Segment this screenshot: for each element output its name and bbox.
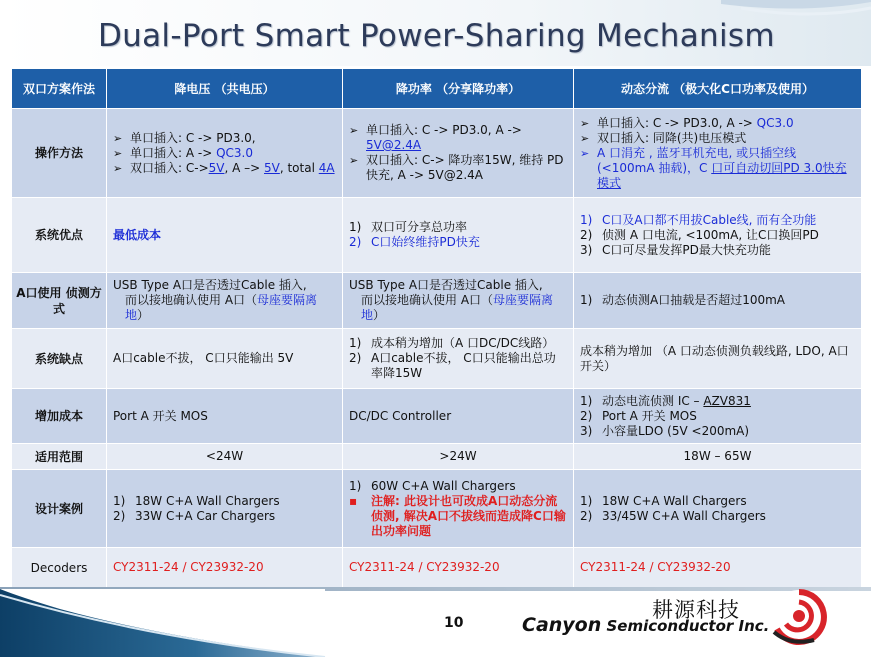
cases-voltage [107,470,343,548]
decoders-power: CY2311-24 / CY23932-20 [343,548,574,588]
row-label: 系统缺点 [12,329,107,389]
arrow-bullet-icon: ➢ [113,161,123,175]
arrow-bullet-icon: ➢ [580,146,590,160]
header-method: 双口方案作法 [12,69,107,109]
row-label: 操作方法 [12,109,107,198]
square-bullet-icon: ▪ [349,493,358,508]
advantage-voltage: 最低成本 [107,198,343,273]
header-row [12,69,862,109]
disadvantage-voltage: A口cable不拔， C口只能输出 5V [107,329,343,389]
row-label: 系统优点 [12,198,107,273]
cases-dynamic [574,470,862,548]
arrow-bullet-icon: ➢ [580,131,590,145]
range-power: >24W [343,444,574,470]
header-reduce-power: 降功率 （分享降功率） [343,69,574,109]
arrow-bullet-icon: ➢ [349,124,359,137]
row-advantages [12,198,862,273]
arrow-bullet-icon: ➢ [113,131,123,145]
cases-power [343,470,574,548]
brand-name-en: Canyon Semiconductor Inc. [522,614,770,636]
list-item: ➢ 单口插入: C -> PD3.0, A -> 5V@2.4A [349,123,522,152]
list-item: ➢ 单口插入: A -> QC3.0 [113,145,254,160]
list-item: ➢ 双口插入: 同降(共)电压模式 [580,130,747,145]
cost-voltage: Port A 开关 MOS [107,389,343,444]
disadvantage-dynamic: 成本稍为增加 （A 口动态侦测负载线路, LDO, A口开关） [574,329,862,389]
operation-voltage [107,109,343,198]
row-range [12,444,862,470]
list-item: ➢ A 口涓充 , 蓝牙耳机充电, 或只插空线 (<100mA 抽载)，C 口可自动切回PD 3.0快充模式 [580,145,847,190]
list-item: ➢ 单口插入: C -> PD3.0, A -> QC3.0 [580,115,794,130]
detection-dynamic [574,273,862,329]
list-item: 1) 18W C+A Wall Chargers [113,493,280,508]
cost-power: DC/DC Controller [343,389,574,444]
list-item: ➢ 双口插入: C->5V, A –> 5V, total 4A [113,160,335,175]
list-item: 1) 双口可分享总功率 [349,220,468,234]
range-dynamic: 18W – 65W [574,444,862,470]
list-item: 1) C口及A口都不用拔Cable线, 而有全功能 [580,212,817,227]
list-item: 1) 动态电流侦测 IC – AZV831 [580,393,751,408]
row-label: 设计案例 [12,470,107,548]
row-label: Decoders [12,548,107,588]
list-item: 2) Port A 开关 MOS [580,408,697,423]
list-item: 1) 18W C+A Wall Chargers [580,493,747,508]
list-item: 1) 成本稍为增加（A 口DC/DC线路） [349,336,555,350]
footer-wedge [0,589,330,657]
arrow-bullet-icon: ➢ [349,154,359,167]
decoders-dynamic: CY2311-24 / CY23932-20 [574,548,862,588]
comparison-table [11,68,862,588]
row-label: 增加成本 [12,389,107,444]
arrow-bullet-icon: ➢ [580,116,590,130]
list-item: 1) 动态侦测A口抽载是否超过100mA [580,293,786,307]
list-item: ➢ 单口插入: C -> PD3.0, [113,130,256,145]
list-item: 3) C口可尽量发挥PD最大快充功能 [580,242,771,257]
range-voltage: <24W [107,444,343,470]
note-item: ▪ 注解: 此设计也可改成A口动态分流侦测, 解决A口不拔线而造成降C口输出功率问题 [349,493,566,538]
row-label: A口使用 侦测方式 [12,273,107,329]
detection-power: USB Type A口是否透过Cable 插入, 而以接地确认使用 A口（母座要隔离地） [343,273,574,329]
list-item: 2) 33W C+A Car Chargers [113,508,276,523]
header-reduce-voltage: 降电压 （共电压） [107,69,343,109]
row-detection [12,273,862,329]
row-cases [12,470,862,548]
advantage-power [343,198,574,273]
list-item: 1) 60W C+A Wall Chargers [349,478,516,493]
canyon-logo-icon [770,588,828,646]
header-dynamic-split: 动态分流 （极大化C口功率及使用） [574,69,862,109]
list-item: 2) 侦测 A 口电流, <100mA, 让C口换回PD [580,227,819,242]
list-item: 2) C口始终维持PD快充 [349,235,480,249]
row-disadvantages [12,329,862,389]
row-label: 适用范围 [12,444,107,470]
list-item: ➢ 双口插入: C-> 降功率15W, 维持 PD快充, A -> 5V@2.4A [349,153,564,182]
arrow-bullet-icon: ➢ [113,146,123,160]
decoders-voltage: CY2311-24 / CY23932-20 [107,548,343,588]
list-item: 3) 小容量LDO (5V <200mA) [580,423,750,438]
cost-dynamic [574,389,862,444]
row-decoders [12,548,862,588]
list-item: 2) 33/45W C+A Wall Chargers [580,508,766,523]
page-number: 10 [444,615,464,631]
disadvantage-power [343,329,574,389]
advantage-dynamic [574,198,862,273]
detection-voltage: USB Type A口是否透过Cable 插入, 而以接地确认使用 A口（母座要隔离地） [107,273,343,329]
operation-dynamic [574,109,862,198]
operation-power [343,109,574,198]
brand-name-cn: 耕源科技 [652,598,740,622]
row-operation [12,109,862,198]
slide-title: Dual-Port Smart Power-Sharing Mechanism [98,18,775,54]
row-added-cost [12,389,862,444]
list-item: 2) A口cable不拔， C口只能输出总功率降15W [349,351,556,380]
